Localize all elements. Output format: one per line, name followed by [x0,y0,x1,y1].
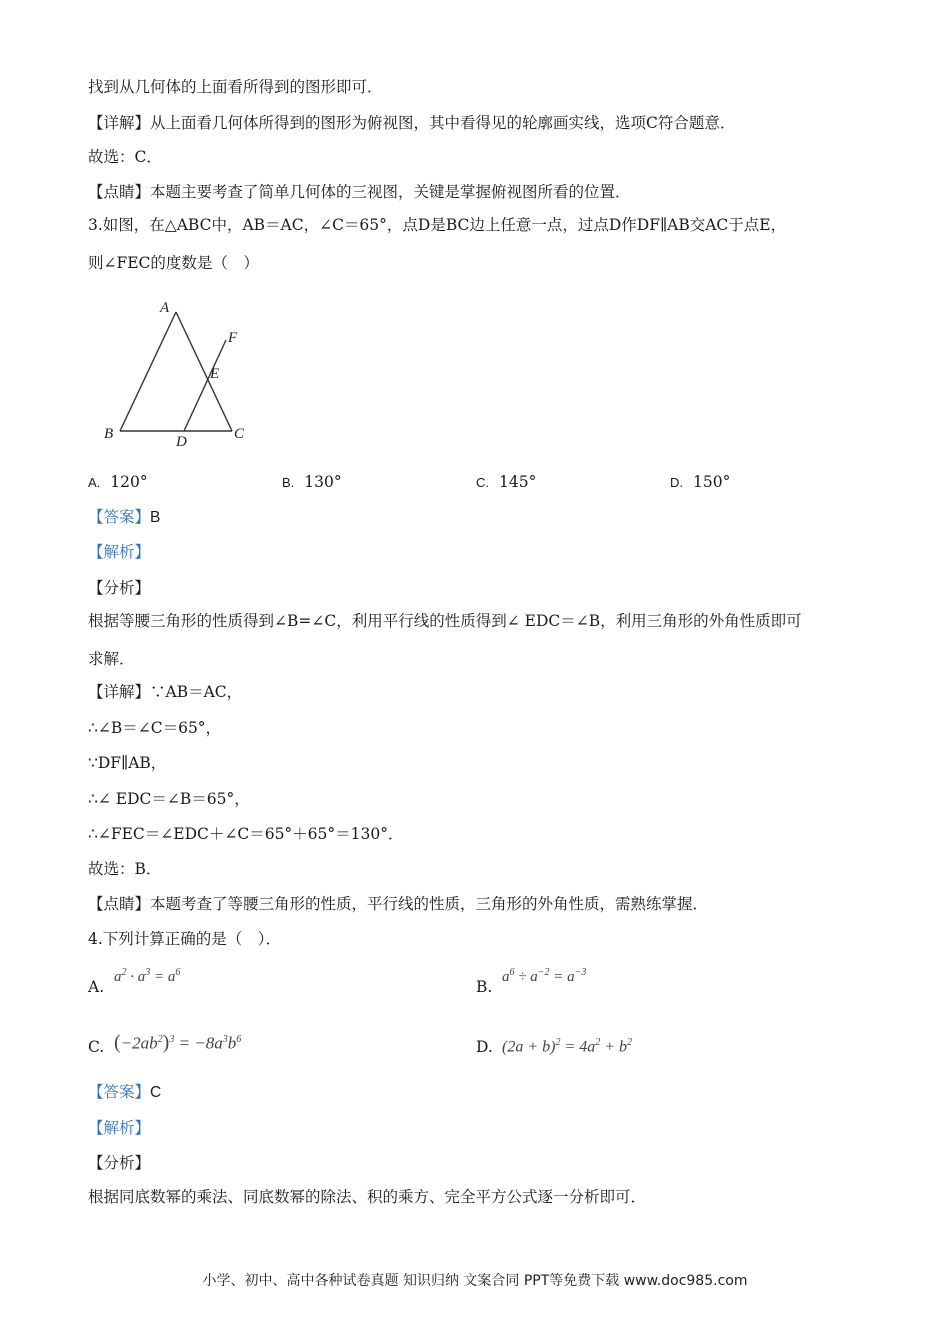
q3-choose-line: 故选：B． [88,860,162,878]
segment-ab [120,312,176,431]
answer-value: B [150,509,161,526]
q3-jiexi-tag: 【解析】 [88,543,151,561]
q3-option-d [670,471,730,494]
page-footer: 小学、初中、高中各种试卷真题 知识归纳 文案合同 PPT等免费下载 www.doc985.com [202,1273,748,1289]
dianjing-tag: 【点睛】 [88,183,151,201]
detail-tag: 【详解】 [88,114,151,132]
q4-fenxi-line: 根据同底数幂的乘法、同底数幂的除法、积的乘方、完全平方公式逐一分析即可． [88,1188,647,1206]
label-a: A [160,300,170,316]
question-4-line: 4.下列计算正确的是（ ）． [88,930,282,948]
option-value: 145° [499,473,537,491]
dianjing-text: 本题主要考查了简单几何体的三视图，关键是掌握俯视图所看的位置． [150,183,631,201]
q3-fenxi-line-1: 根据等腰三角形的性质得到∠B=∠C，利用平行线的性质得到∠ EDC＝∠B，利用三角形的外角性质即可 [88,612,802,630]
choose-line: 故选：C． [88,148,162,166]
q3-answer-line [88,506,890,529]
q4-option-b-letter: B. [476,978,493,996]
option-letter: D. [670,475,683,490]
dianjing-text: 本题考查了等腰三角形的性质，平行线的性质，三角形的外角性质，需熟练掌握． [150,895,709,913]
q3-detail-line-3: ∵DF∥AB， [88,754,167,772]
q3-option-b [282,471,342,494]
option-value: 150° [693,473,731,491]
segment-df [184,340,226,431]
label-e: E [210,366,220,382]
triangle-figure [100,298,260,450]
option-letter: A. [88,475,101,490]
q4-fenxi-tag: 【分析】 [88,1154,151,1172]
option-value: 130° [304,473,342,491]
question-3-line-1: 3.如图，在△ABC中，AB＝AC，∠C＝65°，点D是BC边上任意一点，过点D作DF∥AB交AC于点E， [88,216,787,234]
dianjing-tag: 【点睛】 [88,895,151,913]
q4-option-d-formula: $(2a + b)^2 = 4a^2 + b^2$ [502,1037,633,1056]
label-d: D [176,434,187,450]
detail-step: ∵AB＝AC， [150,683,243,701]
q4-option-d-letter: D. [476,1038,493,1056]
q4-option-c-formula: $(-2ab^2)^3 = -8a^3b^6$ [114,1031,242,1054]
label-f: F [228,330,238,346]
q4-option-b-formula: $a^6 \div a^{-2} = a^{-3}$ [502,967,587,985]
detail-text: 从上面看几何体所得到的图形为俯视图，其中看得见的轮廓画实线，选项C符合题意． [150,114,736,132]
detail-line [88,112,890,134]
answer-tag: 【答案】 [88,508,151,526]
detail-tag: 【详解】 [88,683,151,701]
option-value: 120° [110,473,148,491]
q4-option-a-formula: $a^2 \cdot a^3 = a^6$ [114,967,181,985]
dianjing-line [88,181,890,203]
q4-answer-line [88,1081,890,1104]
label-b: B [104,426,114,442]
answer-tag: 【答案】 [88,1083,151,1101]
q3-detail-line-1 [88,681,890,703]
segment-ac [176,312,232,431]
q3-detail-line-4: ∴∠ EDC＝∠B＝65°， [88,790,250,808]
option-letter: C. [476,475,489,490]
question-3-line-2: 则∠FEC的度数是（ ） [88,254,259,272]
q4-jiexi-tag: 【解析】 [88,1119,151,1137]
q3-detail-line-5: ∴∠FEC＝∠EDC＋∠C＝65°＋65°＝130°． [88,825,404,843]
q3-dianjing-line [88,893,890,915]
answer-value: C [150,1084,162,1101]
q4-option-c-letter: C. [88,1038,105,1056]
text-line: 找到从几何体的上面看所得到的图形即可． [88,78,383,96]
q3-option-c [476,471,536,494]
q3-fenxi-line-2: 求解． [88,650,135,668]
q4-option-a-letter: A. [88,978,105,996]
q3-option-a [88,471,148,494]
q3-detail-line-2: ∴∠B＝∠C＝65°， [88,719,222,737]
option-letter: B. [282,475,295,490]
label-c: C [234,426,245,442]
q3-fenxi-tag: 【分析】 [88,579,151,597]
